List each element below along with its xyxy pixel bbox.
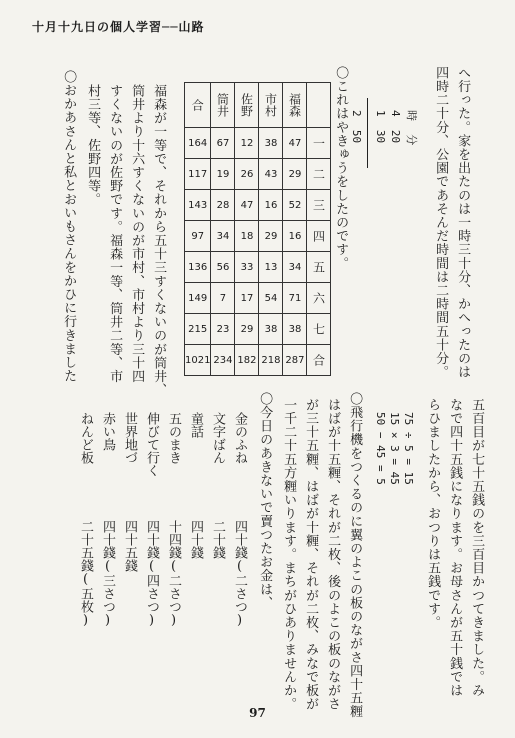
text-column: 筒井より十六すくないのが市村、市村より三十四 bbox=[129, 84, 145, 384]
sales-item-name: 金のふね bbox=[232, 412, 247, 464]
text-column: 五百目が七十五銭のを三百目かつてきました。み bbox=[469, 398, 485, 698]
header-sano: 佐野 bbox=[235, 83, 259, 128]
text-column: はばが十五糎、それが二枚、後のよこの板のながさ bbox=[325, 398, 341, 711]
math-line: 75 ÷ 5 = 15 bbox=[402, 412, 415, 485]
row-label: 六 bbox=[307, 283, 331, 314]
table-cell: 38 bbox=[259, 128, 283, 159]
math-line: 15 × 3 = 45 bbox=[388, 412, 401, 485]
table-cell: 34 bbox=[283, 252, 307, 283]
table-cell: 47 bbox=[235, 190, 259, 221]
text-column: 福森が一等で、それから五十三すくないのが筒井、 bbox=[151, 84, 167, 397]
header-tsutsui: 筒井 bbox=[211, 83, 235, 128]
table-cell: 136 bbox=[185, 252, 211, 283]
table-cell: 215 bbox=[185, 314, 211, 345]
table-cell: 26 bbox=[235, 159, 259, 190]
table-cell: 54 bbox=[259, 283, 283, 314]
corner-cell bbox=[307, 83, 331, 128]
sales-item-name: 伸びて行く bbox=[144, 412, 159, 477]
table-cell: 52 bbox=[283, 190, 307, 221]
sales-item-price: 十四錢(二さつ) bbox=[166, 520, 181, 628]
row-label: 七 bbox=[307, 314, 331, 345]
text-column: 〇飛行機をつくるのに翼のよこの板のながさ四十五糎 bbox=[347, 392, 363, 719]
table-cell: 16 bbox=[283, 221, 307, 252]
table-cell: 34 bbox=[211, 221, 235, 252]
table-cell: 67 bbox=[211, 128, 235, 159]
text-column: なで四十五銭になります。お母さんが五十銭では bbox=[447, 398, 463, 698]
sales-item-name: 童話 bbox=[188, 412, 203, 438]
sales-item-name: 世界地づ bbox=[122, 412, 137, 464]
text-column: すくないのが佐野です。福森一等、筒井二等、市 bbox=[107, 84, 123, 384]
sales-item-price: 二十錢 bbox=[210, 520, 225, 559]
header-ichimura: 市村 bbox=[259, 83, 283, 128]
calc-line: 4 20 bbox=[389, 110, 402, 144]
table-cell: 16 bbox=[259, 190, 283, 221]
table-cell: 56 bbox=[211, 252, 235, 283]
sales-item-price: 二十五錢(五枚) bbox=[78, 520, 93, 628]
table-cell: 38 bbox=[259, 314, 283, 345]
row-label: 一 bbox=[307, 128, 331, 159]
calc-units: 時 分 bbox=[405, 110, 418, 146]
table-cell: 12 bbox=[235, 128, 259, 159]
table-cell: 117 bbox=[185, 159, 211, 190]
sales-item-price: 四十錢 bbox=[188, 520, 203, 559]
sales-item-name: 文字ばん bbox=[210, 412, 225, 464]
table-cell: 28 bbox=[211, 190, 235, 221]
table-cell: 182 bbox=[235, 345, 259, 376]
table-cell: 71 bbox=[283, 283, 307, 314]
row-label: 二 bbox=[307, 159, 331, 190]
table-cell: 97 bbox=[185, 221, 211, 252]
sales-item-price: 四十五錢 bbox=[122, 520, 137, 572]
table-cell: 47 bbox=[283, 128, 307, 159]
table-cell: 234 bbox=[211, 345, 235, 376]
math-line: 50 − 45 = 5 bbox=[374, 412, 387, 485]
text-column: が三十五糎、はばが十糎、それが二枚、みなで板が bbox=[303, 398, 319, 711]
table-cell: 29 bbox=[259, 221, 283, 252]
table-cell: 17 bbox=[235, 283, 259, 314]
sales-item-name: ねんど板 bbox=[78, 412, 93, 464]
sales-item-price: 四十錢(二さつ) bbox=[232, 520, 247, 628]
text-column: 四時二十分、公園であそんだ時間は二時間五十分。 bbox=[433, 66, 449, 379]
table-cell: 18 bbox=[235, 221, 259, 252]
table-cell: 23 bbox=[211, 314, 235, 345]
table-cell: 38 bbox=[283, 314, 307, 345]
text-column: 〇これはやきゅうをしたのです。 bbox=[333, 66, 349, 270]
table-cell: 164 bbox=[185, 128, 211, 159]
text-column: 村三等、佐野四等。 bbox=[85, 84, 101, 207]
sales-item-price: 四十錢(三さつ) bbox=[100, 520, 115, 628]
row-label: 五 bbox=[307, 252, 331, 283]
sales-item-name: 五のまき bbox=[166, 412, 181, 464]
row-label: 四 bbox=[307, 221, 331, 252]
page-number: 97 bbox=[249, 706, 266, 720]
table-cell: 29 bbox=[283, 159, 307, 190]
calc-line: 1 30 bbox=[374, 110, 387, 144]
score-table bbox=[184, 82, 331, 376]
table-cell: 149 bbox=[185, 283, 211, 314]
page-header: 十月十九日の個人学習──山路 bbox=[32, 20, 205, 34]
table-cell: 287 bbox=[283, 345, 307, 376]
table-cell: 7 bbox=[211, 283, 235, 314]
table-cell: 143 bbox=[185, 190, 211, 221]
row-label: 合 bbox=[307, 345, 331, 376]
text-column: 〇おかあさんと私とおいもさんをかひに行きました bbox=[61, 70, 77, 383]
table-cell: 218 bbox=[259, 345, 283, 376]
table-cell: 29 bbox=[235, 314, 259, 345]
text-column: へ行った。家を出たのは一時三十分、かへったのは bbox=[455, 66, 471, 379]
table-cell: 19 bbox=[211, 159, 235, 190]
table-cell: 13 bbox=[259, 252, 283, 283]
table-cell: 33 bbox=[235, 252, 259, 283]
calc-rule bbox=[367, 98, 368, 168]
text-column: 〇今日のあきないで賣つたお金は、 bbox=[257, 392, 273, 610]
sales-item-price: 四十錢(四さつ) bbox=[144, 520, 159, 628]
table-cell: 43 bbox=[259, 159, 283, 190]
text-column: 一千二十五方糎いります。まちがひありませんか。 bbox=[281, 398, 297, 711]
header-total: 合 bbox=[185, 83, 211, 128]
sales-item-name: 赤い鳥 bbox=[100, 412, 115, 451]
row-label: 三 bbox=[307, 190, 331, 221]
calc-result: 2 50 bbox=[350, 110, 363, 144]
header-fukumori: 福森 bbox=[283, 83, 307, 128]
text-column: らひましたから、おつりは五銭です。 bbox=[425, 398, 441, 630]
table-cell: 1021 bbox=[185, 345, 211, 376]
